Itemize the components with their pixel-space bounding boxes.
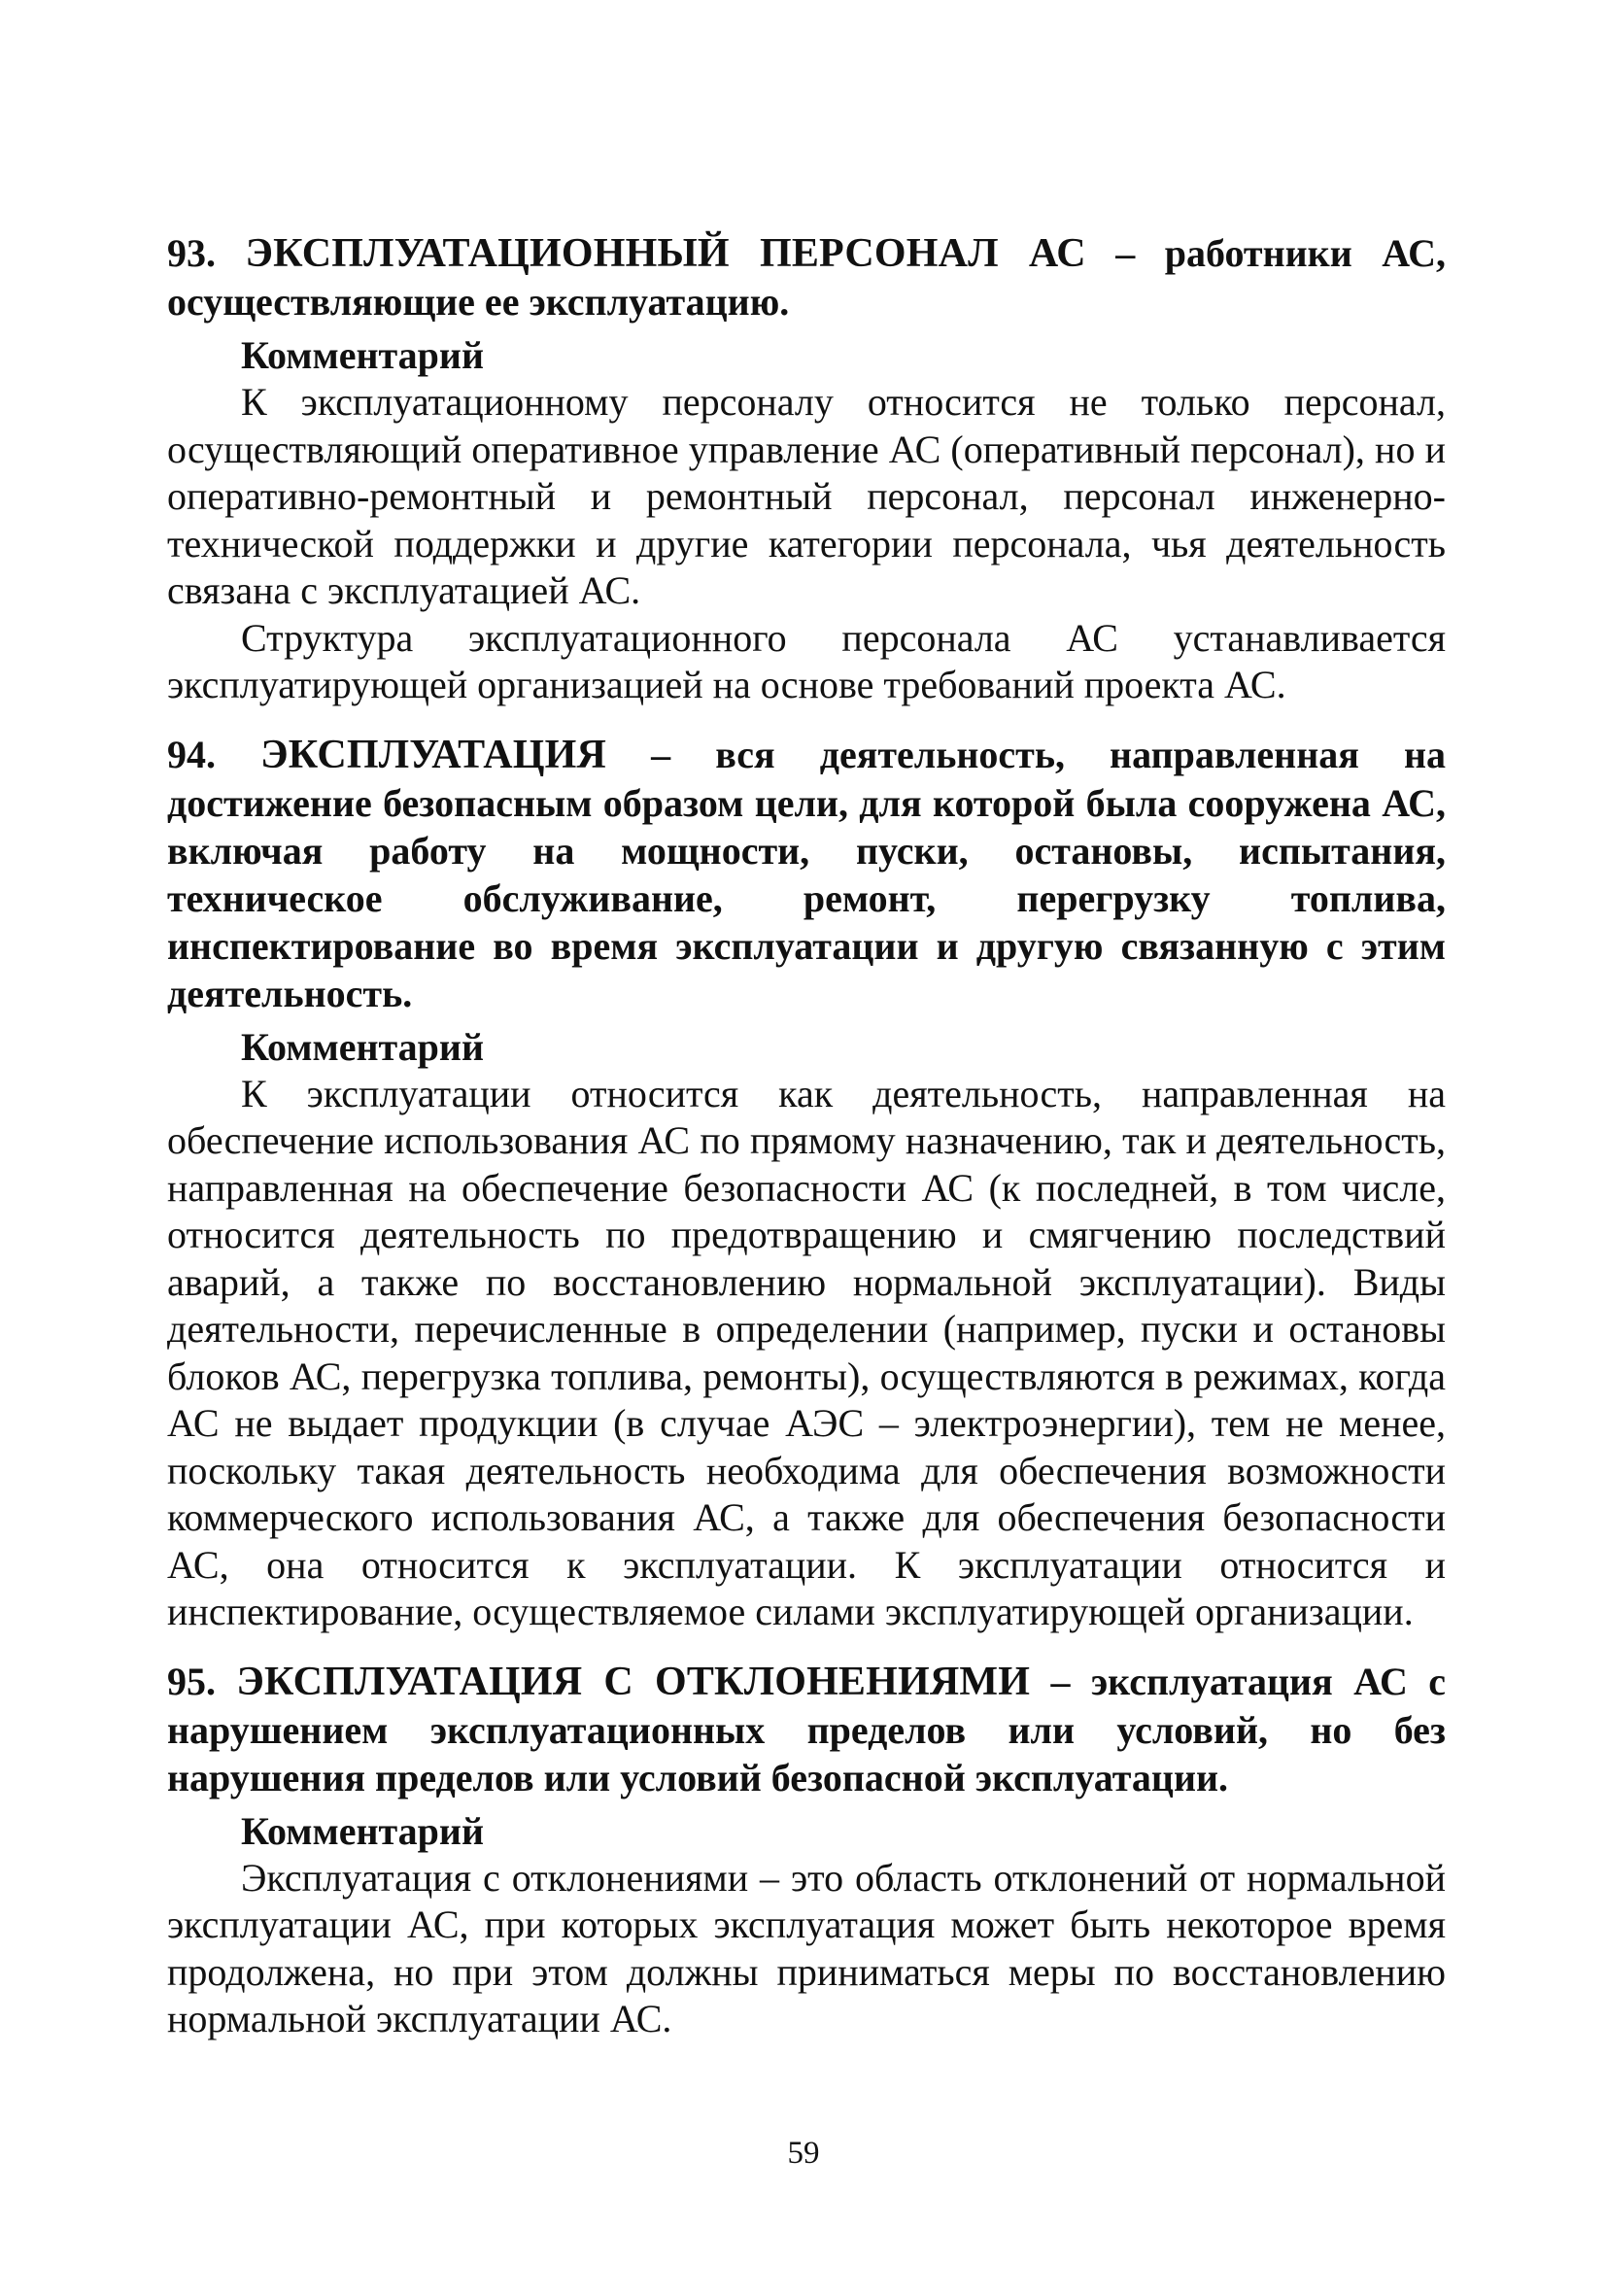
comment-heading: Комментарий (241, 1808, 485, 1853)
comment-heading: Комментарий (241, 1024, 485, 1069)
entry-number: 93. (167, 231, 216, 275)
entry-95 (167, 1658, 1446, 2043)
document-page (167, 229, 1446, 2043)
definition (167, 229, 1446, 326)
definition-text: – работники АС, осуществляющие ее эксплуатацию. (167, 231, 1446, 324)
comment-heading: Комментарий (241, 333, 485, 377)
entry-number: 95. (167, 1659, 216, 1703)
entry-93 (167, 229, 1446, 709)
definition (167, 731, 1446, 1017)
comment-paragraph: Структура эксплуатационного персонала АС устанавливается эксплуатирующей организацией на основе требований проекта АС. (167, 615, 1446, 706)
definition (167, 1658, 1446, 1801)
defined-term: ЭКСПЛУАТАЦИЯ С ОТКЛОНЕНИЯМИ (236, 1659, 1031, 1704)
page-number: 59 (787, 2136, 820, 2171)
definition-text: – вся деятельность, направленная на достижение безопасным образом цели, для которой была сооружена АС, включая работу на мощности, пуски, остановы, испытания, техническое обслуживание, ремонт, перегрузку топлива, инспектирование во время эксплуатации и другую связанную с этим деятельность. (167, 732, 1446, 1015)
defined-term: ЭКСПЛУАТАЦИОННЫЙ ПЕРСОНАЛ АС (245, 231, 1086, 276)
defined-term: ЭКСПЛУАТАЦИЯ (260, 732, 607, 777)
entry-94 (167, 731, 1446, 1636)
definition-text: – эксплуатация АС с нарушением эксплуатационных пределов или условий, но без нарушения пределов или условий безопасной эксплуатации. (167, 1659, 1446, 1799)
comment-paragraph: К эксплуатационному персоналу относится не только персонал, осуществляющий оперативное управление АС (оперативный персонал), но и оперативно-ремонтный и ремонтный персонал, персонал инженерно-технической поддержки и другие категории персонала, чья деятельность связана с эксплуатацией АС. (167, 380, 1446, 612)
comment-paragraph: К эксплуатации относится как деятельность, направленная на обеспечение использования АС по прямому назначению, так и деятельность, направленная на обеспечение безопасности АС (к последней, в том числе, относится деятельность по предотвращению и смягчению последствий аварий, а также по восстановлению нормальной эксплуатации). Виды деятельности, перечисленные в определении (например, пуски и остановы блоков АС, перегрузка топлива, ремонты), осуществляются в режимах, когда АС не выдает продукции (в случае АЭС – электроэнергии), тем не менее, поскольку такая деятельность необходима для обеспечения возможности коммерческого использования АС, а также для обеспечения безопасности АС, она относится к эксплуатации. К эксплуатации относится и инспектирование, осуществляемое силами эксплуатирующей организации. (167, 1071, 1446, 1633)
comment-paragraph: Эксплуатация с отклонениями – это область отклонений от нормальной эксплуатации АС, при которых эксплуатация может быть некоторое время продолжена, но при этом должны приниматься меры по восстановлению нормальной эксплуатации АС. (167, 1855, 1446, 2040)
entry-number: 94. (167, 732, 216, 776)
